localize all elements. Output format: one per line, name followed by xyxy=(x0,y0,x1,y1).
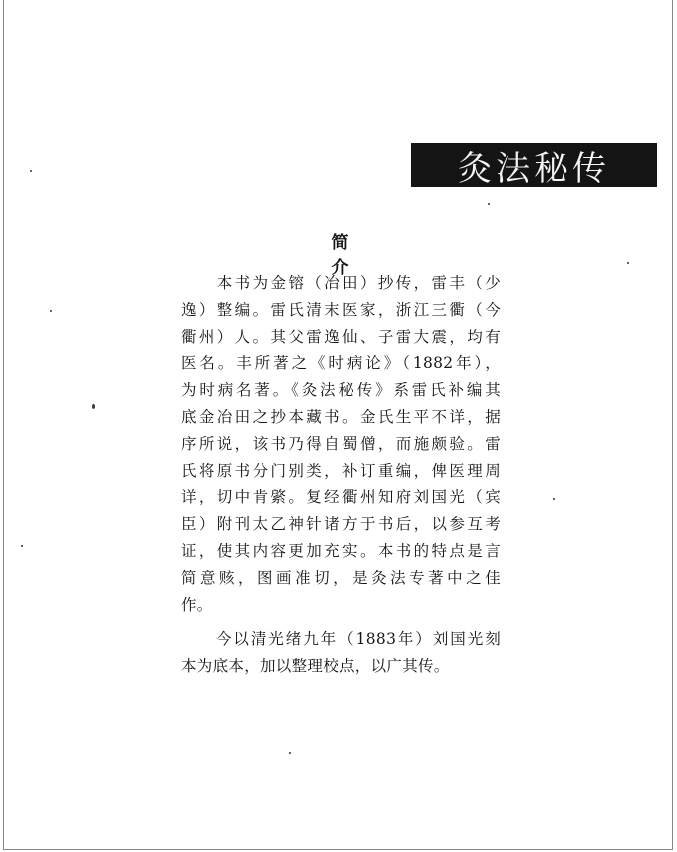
scan-speck xyxy=(21,545,23,547)
text-line: 证，使其内容更加充实。本书的特点是言 xyxy=(181,541,501,560)
scan-speck xyxy=(30,170,32,172)
book-title: 灸法秘传 xyxy=(458,148,610,189)
text-line: 简意赅，图画准切，是灸法专著中之佳 xyxy=(181,568,501,587)
text-line: 本书为金镕（冶田）抄传，雷丰（少 xyxy=(181,274,501,292)
text-line: 序所说，该书乃得自蜀僧，而施颇验。雷 xyxy=(181,434,501,453)
text-line: 详，切中肯綮。复经衢州知府刘国光（宾 xyxy=(181,488,501,507)
text-line: 作。 xyxy=(181,595,213,614)
introduction-body xyxy=(181,270,501,680)
scan-speck xyxy=(289,752,291,754)
text-line: 臣）附刊太乙神针诸方于书后，以参互考 xyxy=(181,515,501,534)
scan-speck xyxy=(92,404,95,409)
text-line: 氏将原书分门别类，补订重编，俾医理周 xyxy=(181,461,501,480)
text-line: 衢州）人。其父雷逸仙、子雷大震，均有 xyxy=(181,327,501,346)
paragraph-2 xyxy=(181,626,501,680)
text-line: 底金冶田之抄本藏书。金氏生平不详，据 xyxy=(181,407,501,426)
text-line: 为时病名著。《灸法秘传》系雷氏补编其 xyxy=(181,381,501,400)
paragraph-1 xyxy=(181,270,501,618)
scan-speck xyxy=(488,203,490,205)
text-line: 逸）整编。雷氏清末医家，浙江三衢（今 xyxy=(181,300,501,319)
scan-speck xyxy=(50,310,52,312)
text-line: 今以清光绪九年（1883年）刘国光刻 xyxy=(181,630,501,649)
section-heading: 简 介 xyxy=(331,233,418,278)
text-line: 医名。丰所著之《时病论》（1882年）， xyxy=(181,354,501,373)
book-title-banner xyxy=(411,143,657,187)
scan-speck xyxy=(553,498,555,500)
scan-speck xyxy=(627,262,629,264)
text-line: 本为底本，加以整理校点，以广其传。 xyxy=(181,657,450,676)
